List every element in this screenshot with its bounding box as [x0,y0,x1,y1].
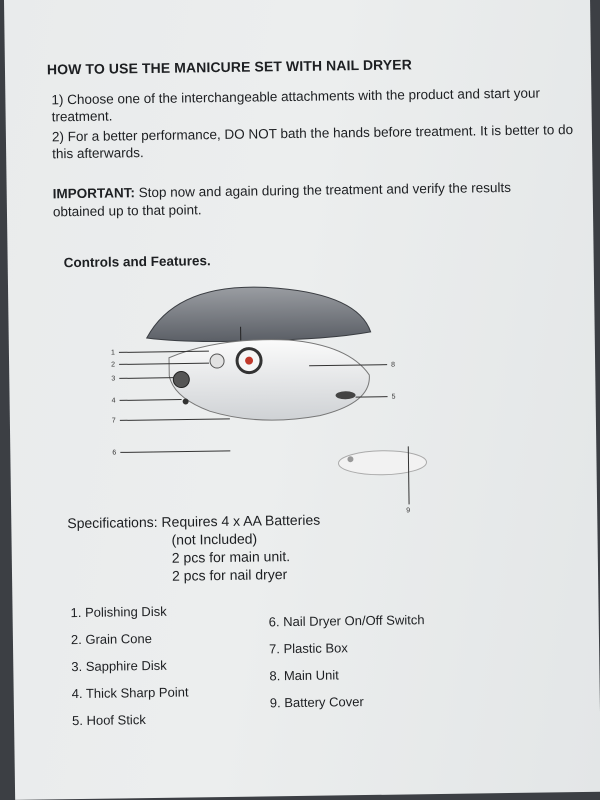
list-item: 6. Nail Dryer On/Off Switch [268,612,425,630]
spec-line-3: 2 pcs for main unit. [171,548,291,566]
battery-cover-icon [338,450,426,475]
specifications-label: Specifications: [67,513,158,532]
callout-6: 6 [112,449,117,457]
list-item: 5. Hoof Stick [71,712,146,729]
usage-steps [51,84,582,165]
list-item: 1. Polishing Disk [70,603,167,621]
parts-list [70,598,570,729]
important-text: Stop now and again during the treatment and verify the results obtained up to that point. [52,179,512,220]
important-label: IMPORTANT: [52,185,136,202]
sapphire-disk-icon [173,371,189,387]
important-note [53,178,553,221]
step-1: 1) Choose one of the interchangeable attachments with the product and start your treatment. [51,85,541,125]
list-item: 8. Main Unit [269,667,339,684]
callout-5: 5 [391,393,396,401]
spec-line-4: 2 pcs for nail dryer [171,566,288,584]
list-item: 3. Sapphire Disk [71,657,167,675]
step-2: 2) For a better performance, DO NOT bath the hands before treatment. It is better to do this afterwards. [51,122,574,162]
callout-2: 2 [111,361,116,369]
callout-4: 4 [111,397,116,405]
callout-3: 3 [111,375,116,383]
specifications [67,511,321,587]
list-item: 7. Plastic Box [268,640,348,657]
spec-line-1: Requires 4 x AA Batteries [161,511,321,530]
parts-list-right [269,612,426,722]
dryer-lid [146,285,371,342]
callout-1: 1 [110,349,115,357]
spec-line-2: (not Included) [171,530,258,548]
list-item: 4. Thick Sharp Point [71,684,189,702]
controls-title: Controls and Features. [63,253,211,271]
callout-7: 7 [111,417,116,425]
product-diagram [108,276,441,521]
callout-8: 8 [391,361,396,369]
list-item: 9. Battery Cover [269,694,364,711]
instruction-sheet [4,0,600,800]
main-unit-body [169,338,370,421]
list-item: 2. Grain Cone [70,630,152,648]
page-title: HOW TO USE THE MANICURE SET WITH NAIL DRYER [46,56,412,78]
callout-9: 9 [406,507,411,515]
parts-list-left [70,603,189,740]
polishing-disk-icon [210,354,224,368]
